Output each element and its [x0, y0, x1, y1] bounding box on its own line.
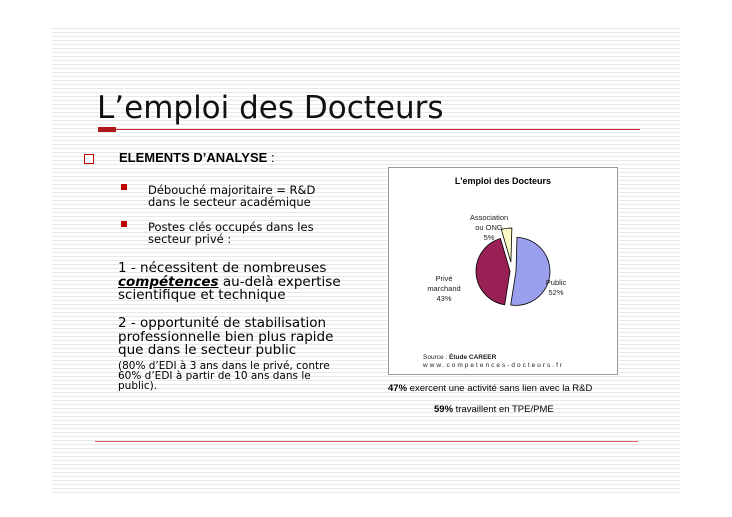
- stat-2-value: 59%: [434, 404, 454, 415]
- label-prive-line-1: Privé: [435, 274, 453, 283]
- bullet-1-line-2: dans le secteur académique: [148, 195, 311, 209]
- source-label: Source :: [423, 354, 448, 361]
- red-square-bullet-icon: [121, 221, 127, 227]
- para2-line-3: que dans le secteur public: [118, 342, 297, 358]
- note-line-1: (80% d’EDI à 3 ans dans le privé, contre: [118, 360, 330, 372]
- chart-source: [423, 354, 496, 361]
- label-prive-line-2: marchand: [427, 284, 461, 293]
- para1-line-3: scientifique et technique: [118, 287, 286, 303]
- label-association-pct: 5%: [483, 233, 495, 242]
- pie-chart-panel: [388, 167, 618, 375]
- label-association: [461, 213, 517, 243]
- bullet-text-2: [148, 221, 314, 245]
- section-heading: [119, 150, 275, 165]
- source-name: Étude CAREER: [449, 354, 497, 361]
- note-line-3: public).: [118, 380, 158, 392]
- title-underline: [98, 127, 640, 132]
- note-line-2: 60% d’EDI à partir de 10 ans dans le: [118, 370, 311, 382]
- para2-line-2: professionnelle bien plus rapide: [118, 328, 334, 345]
- bottom-divider: [95, 441, 638, 442]
- stat-1-text: exercent une activité sans lien avec la R&D: [407, 383, 593, 394]
- label-association-line-1: Association: [469, 213, 509, 222]
- bullet-2-line-2: secteur privé :: [148, 232, 232, 246]
- label-public-pct: 52%: [548, 288, 564, 297]
- title-underline-line: [116, 129, 640, 130]
- section-heading-label: ELEMENTS D’ANALYSE: [119, 150, 268, 165]
- paragraph-stabilisation: [118, 317, 333, 358]
- edi-note: [118, 361, 358, 391]
- stat-line-1: [388, 383, 592, 394]
- para1-line-1: 1 - nécessitent de nombreuses: [118, 260, 327, 276]
- para1-emphasis: compétences: [118, 273, 219, 290]
- bullet-text-1: [148, 184, 315, 208]
- label-public: [539, 278, 573, 298]
- label-prive: [419, 274, 469, 304]
- bullet-2-line-1: Postes clés occupés dans les: [148, 220, 314, 234]
- label-association-line-2: ou ONG: [475, 223, 503, 232]
- bullet-1-line-1: Débouché majoritaire = R&D: [148, 183, 316, 197]
- stat-1-value: 47%: [388, 383, 408, 394]
- slide-title: L’emploi des Docteurs: [97, 90, 444, 126]
- paragraph-competences: [118, 262, 341, 303]
- chart-title: L'emploi des Docteurs: [454, 176, 552, 186]
- hollow-square-bullet-icon: [84, 154, 94, 164]
- red-square-bullet-icon: [121, 184, 127, 190]
- para2-line-1: 2 - opportunité de stabilisation: [118, 315, 327, 331]
- para1-line-2-rest: au-delà expertise: [218, 273, 341, 290]
- label-prive-pct: 43%: [436, 294, 452, 303]
- stat-2-text: travaillent en TPE/PME: [453, 404, 554, 415]
- stat-line-2: [434, 404, 554, 415]
- title-underline-accent: [98, 127, 116, 132]
- chart-url: www.competences-docteurs.fr: [423, 362, 565, 369]
- pie-chart-svg: [389, 168, 617, 374]
- section-heading-suffix: :: [267, 150, 275, 165]
- label-public-name: Public: [545, 278, 567, 287]
- pie-slice-prive-marchand: [476, 238, 510, 304]
